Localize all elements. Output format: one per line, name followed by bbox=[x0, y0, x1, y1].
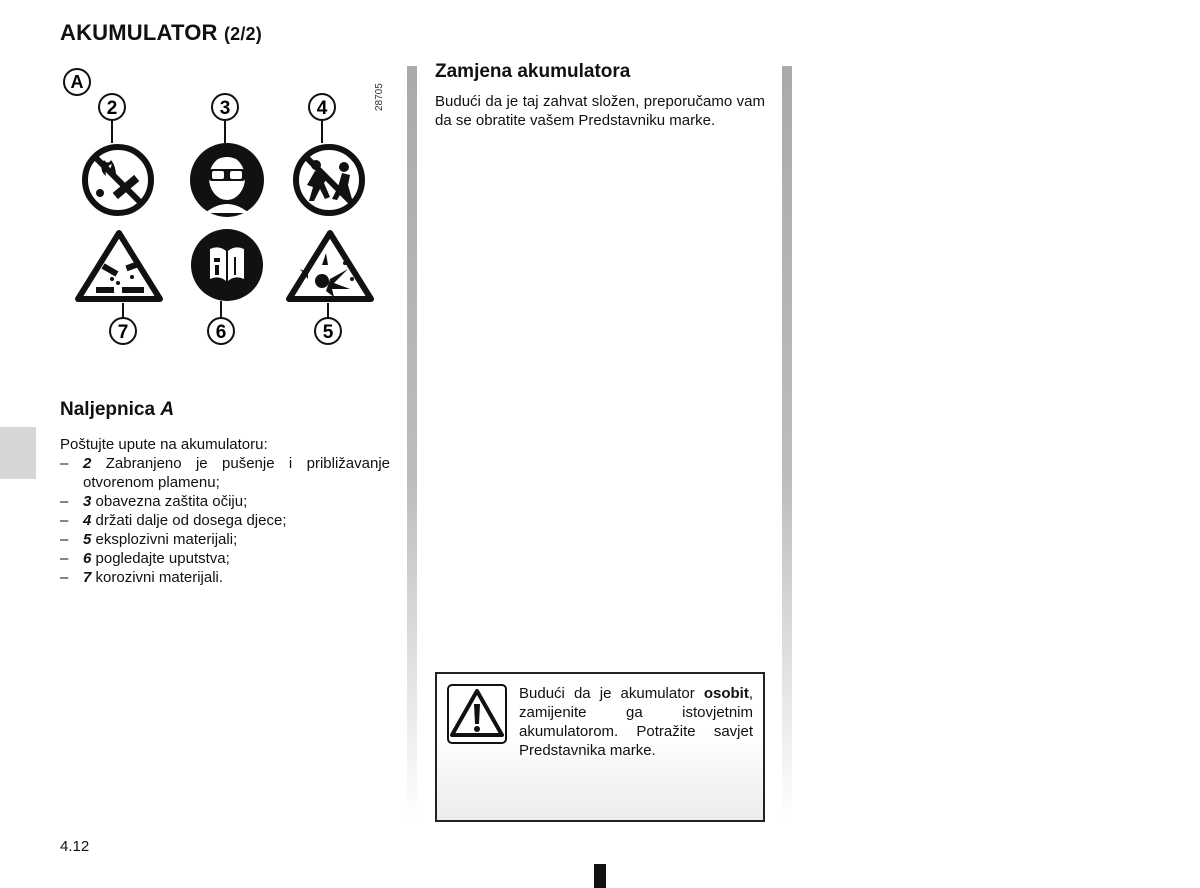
svg-text:6: 6 bbox=[215, 322, 227, 343]
warning-box bbox=[435, 672, 765, 822]
read-manual-icon bbox=[191, 229, 263, 301]
eye-protection-icon bbox=[190, 143, 264, 217]
page-title-part: (2/2) bbox=[223, 24, 262, 44]
svg-text:4: 4 bbox=[316, 98, 328, 119]
list-item: – 2 Zabranjeno je pušenje i približavanje otvorenom plamenu; bbox=[60, 455, 390, 491]
list-item: – 6 pogledajte uputstva; bbox=[60, 550, 230, 567]
callout-2 bbox=[99, 94, 125, 143]
section-heading-zamjena: Zamjena akumulatora bbox=[435, 61, 631, 82]
warning-triangle-icon bbox=[447, 684, 507, 744]
callout-5 bbox=[315, 303, 341, 344]
column-divider-right bbox=[782, 66, 792, 820]
page-number: 4.12 bbox=[60, 838, 90, 855]
page-edge-marker bbox=[594, 864, 606, 888]
corrosive-warning-icon bbox=[78, 233, 160, 299]
battery-replacement-section bbox=[435, 62, 765, 130]
list-item: – 5 eksplozivni materijali; bbox=[60, 531, 238, 548]
svg-text:7: 7 bbox=[117, 322, 129, 343]
battery-label-illustration bbox=[60, 65, 390, 355]
battery-label-figure bbox=[60, 65, 390, 355]
no-smoking-no-flame-icon bbox=[85, 147, 151, 213]
symbol-list bbox=[60, 454, 390, 587]
label-a-section bbox=[60, 400, 390, 587]
warning-text: Budući da je akumulator osobit, zamijenite ga istovjetnim akumulatorom. Potražite savjet Predstavnika marke. bbox=[519, 685, 753, 759]
callout-4 bbox=[309, 94, 335, 143]
page-title bbox=[60, 20, 262, 46]
svg-text:3: 3 bbox=[219, 98, 231, 119]
callout-6 bbox=[208, 301, 234, 344]
label-a-marker bbox=[64, 69, 90, 95]
chapter-tab bbox=[0, 427, 36, 479]
replacement-paragraph: Budući da je taj zahvat složen, preporučamo vam da se obratite vašem Predstavniku marke. bbox=[435, 93, 765, 129]
figure-ref-code: 28705 bbox=[374, 83, 385, 111]
label-a-letter: A bbox=[70, 72, 84, 92]
svg-text:5: 5 bbox=[322, 322, 334, 343]
section-intro: Poštujte upute na akumulatoru: bbox=[60, 436, 268, 453]
page-title-text: AKUMULATOR bbox=[60, 20, 218, 45]
section-heading-naljepnica: Naljepnica A bbox=[60, 399, 175, 420]
svg-text:2: 2 bbox=[106, 98, 118, 119]
callout-7 bbox=[110, 303, 136, 344]
column-divider-left bbox=[407, 66, 417, 820]
list-item: – 7 korozivni materijali. bbox=[60, 569, 224, 586]
keep-away-from-children-icon bbox=[296, 147, 362, 213]
callout-3 bbox=[212, 94, 238, 143]
list-item: – 4 držati dalje od dosega djece; bbox=[60, 512, 287, 529]
explosive-warning-icon bbox=[289, 233, 371, 299]
list-item: – 3 obavezna zaštita očiju; bbox=[60, 493, 248, 510]
